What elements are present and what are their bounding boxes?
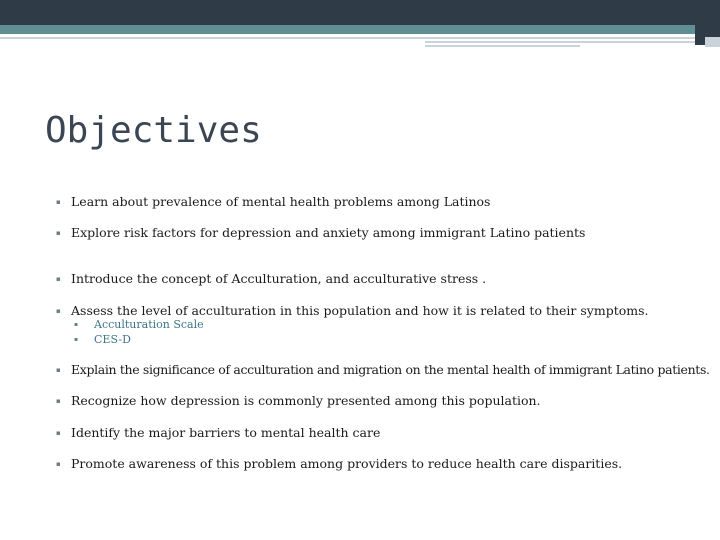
bullet-item	[56, 271, 486, 286]
sub-bullet-text: Acculturation Scale	[94, 318, 204, 331]
sub-bullet-item	[74, 318, 204, 331]
slide-title: Objectives	[45, 110, 262, 151]
header-rule-4	[705, 37, 720, 47]
header-rule-3	[425, 45, 580, 47]
bullet-item	[56, 225, 585, 240]
bullet-text: Promote awareness of this problem among providers to reduce health care disparities.	[71, 456, 623, 471]
sub-bullet-icon: ▪	[74, 335, 79, 343]
sub-bullet-icon: ▪	[74, 320, 79, 328]
bullet-item	[56, 456, 622, 471]
sub-bullet-text: CES-D	[94, 333, 131, 346]
header-band-teal	[0, 25, 720, 34]
bullet-icon: ▪	[56, 365, 61, 374]
bullet-icon: ▪	[56, 306, 61, 315]
bullet-text: Recognize how depression is commonly presented among this population.	[71, 393, 541, 408]
header-band-dark	[0, 0, 720, 25]
bullet-item	[56, 393, 541, 408]
bullet-text: Assess the level of acculturation in this population and how it is related to their symptoms.	[71, 303, 649, 318]
bullet-text: Identify the major barriers to mental health care	[71, 425, 381, 440]
bullet-item	[56, 362, 710, 377]
bullet-icon: ▪	[56, 197, 61, 206]
bullet-icon: ▪	[56, 428, 61, 437]
bullet-item	[56, 425, 380, 440]
header-rule-2	[425, 41, 695, 43]
sub-bullet-item	[74, 333, 131, 346]
bullet-item	[56, 303, 649, 318]
bullet-icon: ▪	[56, 459, 61, 468]
bullet-text: Introduce the concept of Acculturation, and acculturative stress .	[71, 271, 487, 286]
bullet-text: Learn about prevalence of mental health problems among Latinos	[71, 194, 491, 209]
header-rule-1	[0, 37, 695, 39]
bullet-icon: ▪	[56, 274, 61, 283]
bullet-icon: ▪	[56, 228, 61, 237]
bullet-icon: ▪	[56, 396, 61, 405]
bullet-text: Explore risk factors for depression and anxiety among immigrant Latino patients	[71, 225, 586, 240]
bullet-text: Explain the significance of acculturation and migration on the mental health of immigrant Latino patients.	[71, 362, 710, 377]
bullet-item	[56, 194, 490, 209]
